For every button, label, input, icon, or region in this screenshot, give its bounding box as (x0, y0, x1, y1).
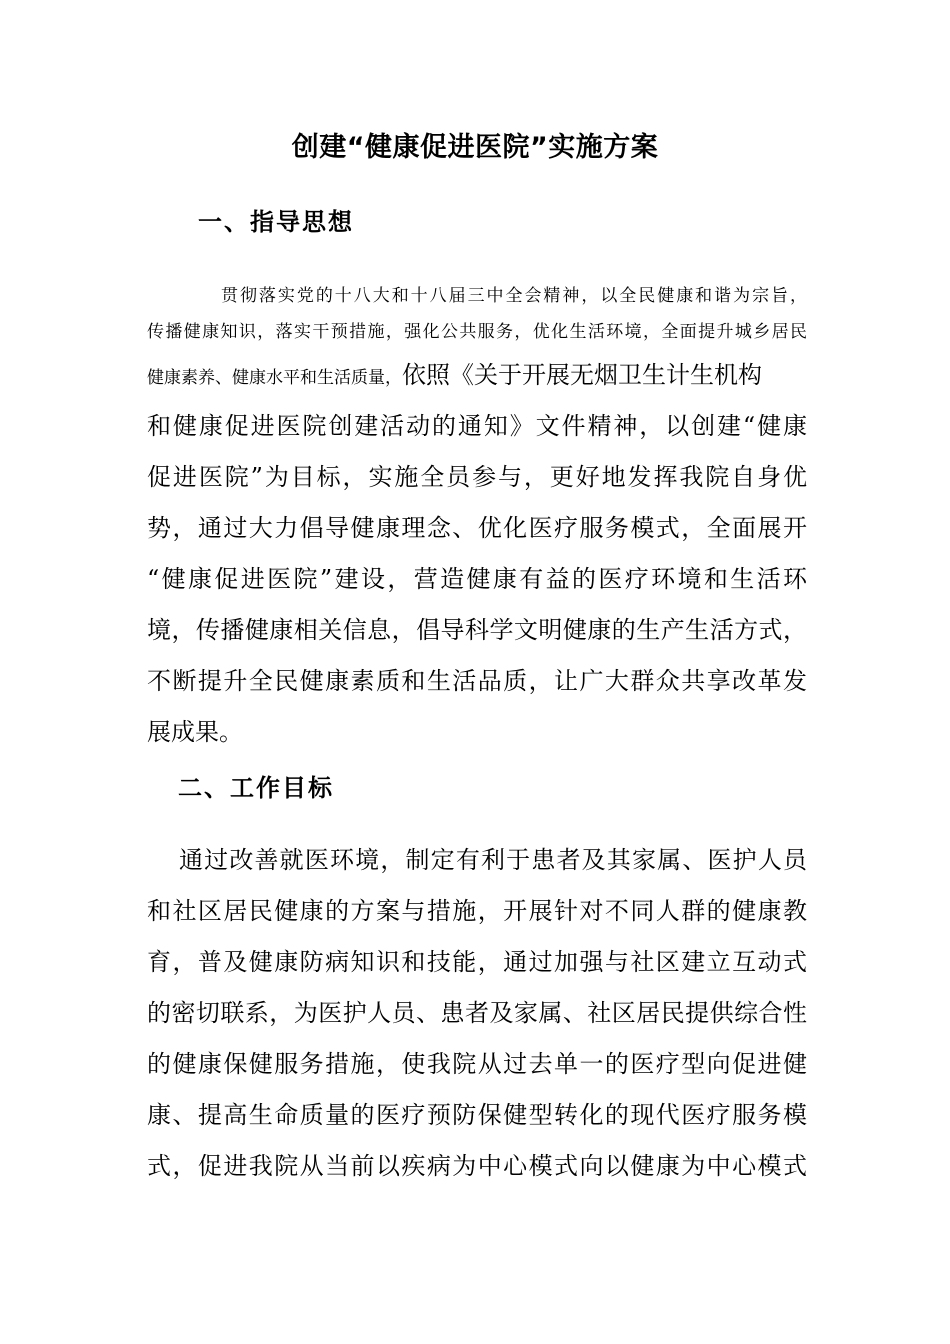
paragraph-line: 的密切联系，为医护人员、患者及家属、社区居民提供综合性 (147, 999, 807, 1027)
document-title: 创建“健康促进医院”实施方案 (291, 132, 659, 163)
paragraph-line: 境，传播健康相关信息，倡导科学文明健康的生产生活方式， (147, 616, 807, 644)
paragraph-line: 的健康保健服务措施，使我院从过去单一的医疗型向促进健 (147, 1050, 807, 1078)
paragraph-line: 康、提高生命质量的医疗预防保健型转化的现代医疗服务模 (147, 1101, 807, 1129)
paragraph-line: 和健康促进医院创建活动的通知》文件精神，以创建“健康 (147, 412, 807, 440)
section-paragraph-work-goals (147, 835, 807, 1192)
paragraph-line: 不断提升全民健康素质和生活品质，让广大群众共享改革发 (147, 667, 807, 695)
paragraph-line: 和社区居民健康的方案与措施，开展针对不同人群的健康教 (147, 897, 807, 925)
section-heading-guiding-ideology: 一、指导思想 (198, 208, 354, 236)
paragraph-line: 健康素养、健康水平和生活质量，依照《关于开展无烟卫生计生机构 (147, 361, 762, 389)
paragraph-line: 传播健康知识，落实干预措施，强化公共服务，优化生活环境，全面提升城乡居民 (147, 322, 807, 342)
section-paragraph-guiding-ideology (147, 278, 807, 758)
paragraph-line: 式，促进我院从当前以疾病为中心模式向以健康为中心模式 (147, 1152, 807, 1180)
paragraph-line: 育，普及健康防病知识和技能，通过加强与社区建立互动式 (147, 948, 807, 976)
paragraph-line: 促进医院”为目标，实施全员参与，更好地发挥我院自身优 (147, 463, 807, 491)
paragraph-line: “健康促进医院”建设，营造健康有益的医疗环境和生活环 (147, 565, 807, 593)
paragraph-line: 势，通过大力倡导健康理念、优化医疗服务模式，全面展开 (147, 514, 807, 542)
section-heading-work-goals: 二、工作目标 (178, 774, 334, 802)
paragraph-line: 通过改善就医环境，制定有利于患者及其家属、医护人员 (179, 846, 807, 874)
paragraph-line: 贯彻落实党的十八大和十八届三中全会精神，以全民健康和谐为宗旨， (221, 286, 807, 306)
paragraph-line: 展成果。 (147, 718, 243, 746)
